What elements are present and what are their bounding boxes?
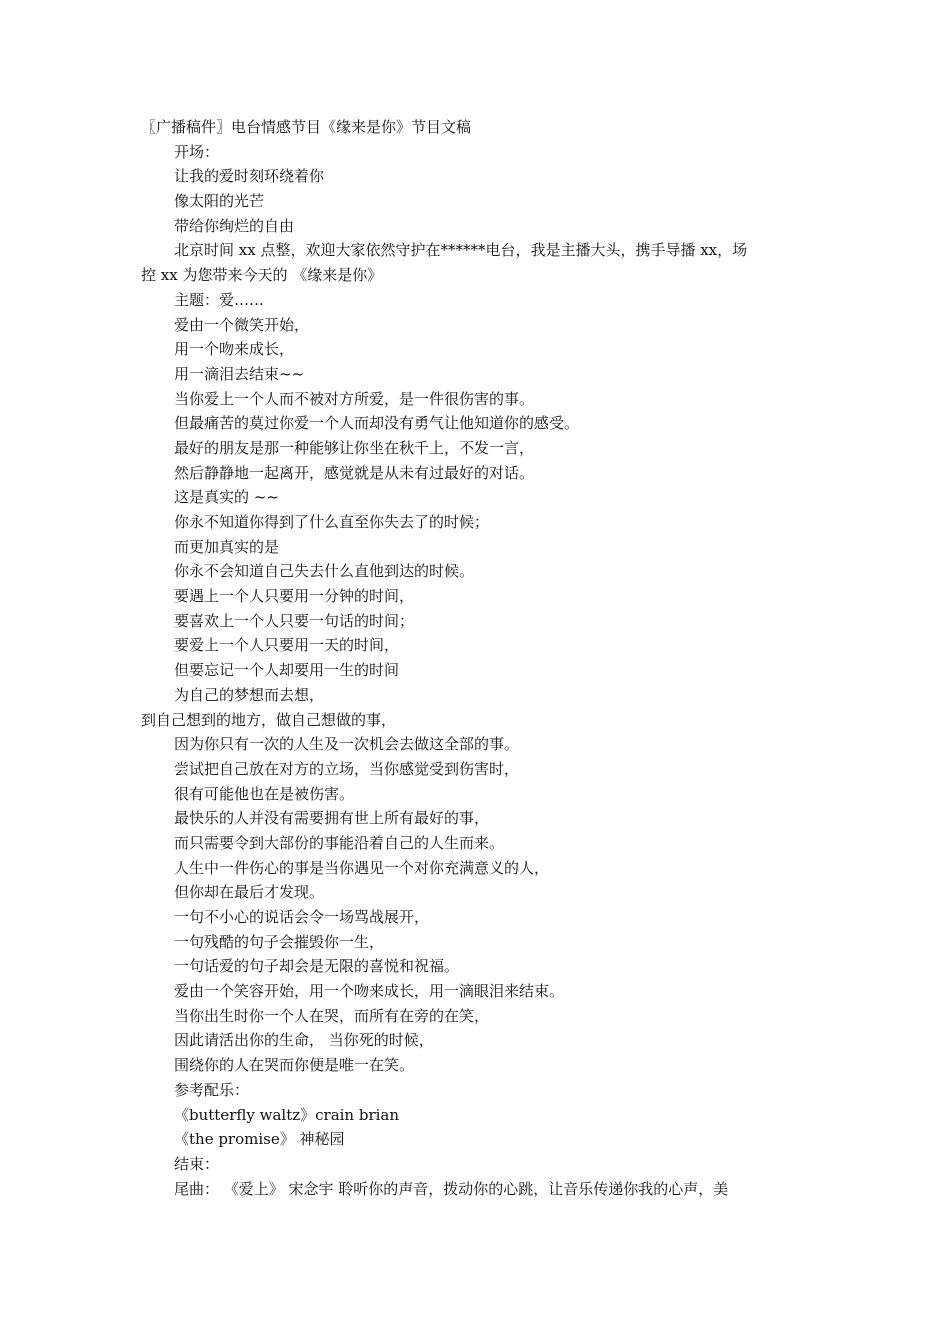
text-line: 而更加真实的是 bbox=[174, 537, 280, 556]
text-line: 因此请活出你的生命， 当你死的时候， bbox=[174, 1031, 434, 1050]
text-line: 主题：爱…… bbox=[174, 290, 265, 309]
text-line: 控 xx 为您带来今天的 《缘来是你》 bbox=[141, 266, 383, 285]
text-line: 结束： bbox=[174, 1154, 220, 1173]
document-body bbox=[141, 115, 821, 1201]
text-line: 很有可能他也在是被伤害。 bbox=[174, 784, 355, 803]
text-line: 带给你绚烂的自由 bbox=[174, 216, 295, 235]
text-line: 围绕你的人在哭而你便是唯一在笑。 bbox=[174, 1056, 415, 1075]
text-line: 为自己的梦想而去想， bbox=[174, 685, 325, 704]
text-line: 人生中一件伤心的事是当你遇见一个对你充满意义的人， bbox=[174, 858, 550, 877]
text-line: 一句不小心的说话会令一场骂战展开， bbox=[174, 908, 430, 926]
text-line: 参考配乐： bbox=[174, 1080, 250, 1099]
text-line: 最好的朋友是那一种能够让你坐在秋千上，不发一言， bbox=[174, 438, 535, 457]
text-line: 北京时间 xx 点整，欢迎大家依然守护在******电台，我是主播大头，携手导播 xx，场 bbox=[174, 241, 748, 260]
text-line: 因为你只有一次的人生及一次机会去做这全部的事。 bbox=[174, 735, 520, 754]
text-line: 但最痛苦的莫过你爱一个人而却没有勇气让他知道你的感受。 bbox=[174, 414, 580, 433]
text-line: 当你出生时你一个人在哭，而所有在旁的在笑， bbox=[174, 1006, 490, 1025]
text-line: 但你却在最后才发现。 bbox=[174, 883, 325, 902]
text-line: 用一个吻来成长， bbox=[174, 340, 295, 359]
text-line: 要喜欢上一个人只要一句话的时间； bbox=[174, 611, 415, 630]
text-line: 尝试把自己放在对方的立场，当你感觉受到伤害时， bbox=[174, 759, 520, 778]
text-line: 到自己想到的地方，做自己想做的事， bbox=[141, 710, 397, 729]
text-line: 你永不会知道自己失去什么直他到达的时候。 bbox=[174, 562, 475, 581]
text-line: 但要忘记一个人却要用一生的时间 bbox=[174, 661, 400, 680]
text-line: 而只需要令到大部份的事能沿着自己的人生而来。 bbox=[174, 833, 505, 852]
text-line: 像太阳的光芒 bbox=[174, 192, 265, 211]
text-line: 你永不知道你得到了什么直至你失去了的时候； bbox=[174, 513, 490, 531]
text-line: 最快乐的人并没有需要拥有世上所有最好的事， bbox=[174, 809, 490, 828]
text-line: 这是真实的 ~~ bbox=[174, 488, 279, 507]
text-line: 然后静静地一起离开，感觉就是从未有过最好的对话。 bbox=[174, 463, 535, 482]
text-line: 当你爱上一个人而不被对方所爱，是一件很伤害的事。 bbox=[174, 389, 535, 408]
text-line: 一句残酷的句子会摧毁你一生， bbox=[174, 932, 385, 951]
text-line: 用一滴泪去结束~~ bbox=[174, 364, 305, 383]
text-line: 尾曲： 《爱上》 宋念宇 聆听你的声音，拨动你的心跳，让音乐传递你我的心声，美 bbox=[174, 1179, 729, 1198]
text-line: 要遇上一个人只要用一分钟的时间， bbox=[174, 587, 415, 606]
text-line: 爱由一个笑容开始，用一个吻来成长，用一滴眼泪来结束。 bbox=[174, 982, 565, 1001]
text-line: 《butterfly waltz》crain brian bbox=[174, 1105, 400, 1124]
text-line: 一句话爱的句子却会是无限的喜悦和祝福。 bbox=[174, 957, 460, 976]
text-line: 爱由一个微笑开始， bbox=[174, 315, 310, 334]
text-line: 要爱上一个人只要用一天的时间， bbox=[174, 636, 400, 655]
text-line: 让我的爱时刻环绕着你 bbox=[174, 167, 325, 186]
text-line: 《the promise》 神秘园 bbox=[174, 1130, 345, 1149]
document-title: 〖广播稿件〗电台情感节目《缘来是你》节目文稿 bbox=[141, 118, 472, 136]
text-line: 开场： bbox=[174, 142, 220, 161]
